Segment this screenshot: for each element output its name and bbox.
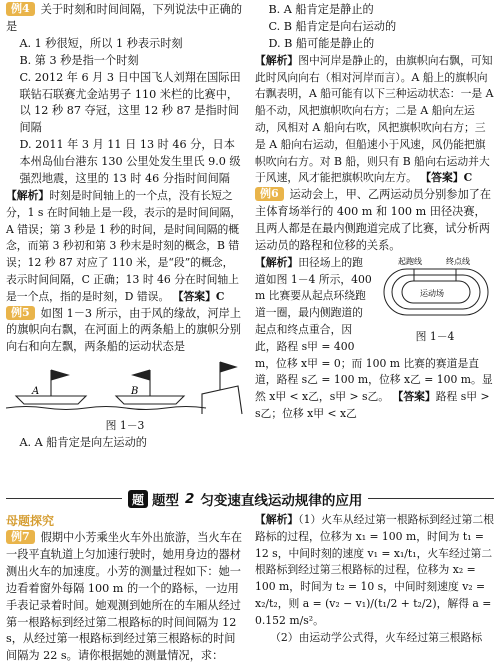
banner-title: 匀变速直线运动规律的应用 (200, 493, 363, 509)
right-column-bottom (255, 512, 494, 646)
q5-option-b: B. A 船肯定是静止的 (268, 3, 374, 16)
fig-start-label: 起跑线 (398, 256, 422, 266)
right-column-top (255, 2, 494, 423)
fig-field-label: 运动场 (420, 288, 444, 298)
figure-1-4 (376, 255, 494, 346)
left-column-bottom (6, 530, 244, 665)
q7-analysis: 【解析】（1）火车从经过第一根路标到经过第二根路标的过程，位移为 x₁ = 100 m，时间为 t₁ = 12 s，中间时刻的速度 v₁ = x₁/t₁，火车经过第二根路标到经过第三根路标的过程，位移为 x₂ = 100 m，时间为 t₂ = 10 s，中间时刻速度 v₂ = x₂/t₂，则 a = (v₂ − v₁)/(t₁/2 + t₂/2)，解得 a = 0.152 m/s²。 (255, 513, 494, 627)
q4-tag: 例4 (6, 2, 35, 16)
q6-tag: 例6 (255, 187, 284, 201)
banner-type-label: 题型 (152, 493, 179, 509)
q6-stem: 例6 运动会上，甲、乙两运动员分别参加了在主体育场举行的 400 m 和 100 m 田径决赛，且两人都是在最内侧跑道完成了比赛，试分析两运动员的路程和位移的关系。 (255, 187, 492, 252)
q5-option-a: A. A 船肯定是向左运动的 (19, 436, 147, 450)
figure-1-3-caption: 图 1－3 (105, 419, 145, 433)
q7-tag: 例7 (6, 530, 35, 544)
banner-title-box (122, 489, 368, 509)
q5-analysis: 【解析】图中河岸是静止的，由旗帜向右飘，可知此时风向向右（相对河岸而言）。A 船上的旗帜向右飘表明，A 船可能有以下三种运动状态：一是 A 船不动，风把旗帜吹向右方；二是 A 船向左运动，风相对 A 船向右吹，风把旗帜吹向右方；三是 A 船向右运动，但船速小于风速，风仍能把旗帜吹向右方。对 B 船，则只有 B 船向右运动并大于风速，风才能把旗帜吹向左方。 【答案】C (255, 53, 494, 185)
q7-stem: 例7 假期中小芳乘坐火车外出旅游，当火车在一段平直轨道上匀加速行驶时，她用身边的器材测出火车的加速度。小芳的测量过程如下：她一边看着窗外每隔 100 m 的一个的路标，一边用手表记录着时间。她观测到她所在的车厢从经过第一根路标到经过第二根路标的时间间隔为 12 s，从经过第一根路标到经过第三根路标的时间间隔为 22 s。请你根据她的测量情况，求： (6, 530, 243, 663)
q5-answer-label: 【答案】 (420, 171, 464, 185)
fig-label-b: B (131, 386, 139, 398)
banner-type-number: 2 (185, 491, 195, 507)
q5-option-c: C. B 船肯定是向右运动的 (268, 19, 397, 33)
q7-analysis-part2: （2）由运动学公式得，火车经过第三根路标 (270, 630, 483, 644)
q4-option-d: D. 2011 年 3 月 11 日 13 时 46 分，日本本州岛仙台港东 130 公里处发生里氏 9.0 级强烈地震，这里的 13 时 46 分指时间间隔 (19, 138, 241, 186)
q4-stem: 例4 关于时刻和时间间隔，下列说法中正确的是 (6, 2, 243, 33)
q5-stem: 例5 如图 1－3 所示，由于风的缘故，河岸上的旗帜向右飘，在河面上的两条船上的旗帜分别向右和向左飘，两条船的运动状态是 (6, 305, 242, 354)
q4-option-a: A. 1 秒很短，所以 1 秒表示时刻 (19, 36, 183, 50)
q4-option-b: B. 第 3 秒是指一个时刻 (19, 53, 139, 67)
q6-analysis: 【解析】田径场上的跑道如图 1－4 所示，400 m 比赛要从起点环绕跑道一圈，最内侧跑道的起点和终点重合，因此，路程 s甲 = 400 m，位移 x甲 = 0；而 100 m 比赛的赛道是直道，路程 s乙 = 100 m，位移 x乙 = 100 m。显然 x甲 < x乙，s甲 > s乙。 【答案】路程 s甲 > s乙；位移 x甲 < x乙 (255, 255, 493, 420)
q4-analysis: 【解析】时刻是时间轴上的一个点，没有长短之分，1 s 在时间轴上是一段，表示的是时间间隔，A 错误；第 3 秒是 1 秒的时间，是时间间隔的概念，而第 3 秒初和第 3 秒末是时刻的概念，B 错误；12 秒 87 对应了 110 米，是“段”的概念，表示时间间隔，C 正确；13 时 46 分在时间轴上是一个点，指的是时刻，D 错误。 【答案】C (6, 188, 242, 303)
fig-label-a: A (32, 386, 40, 398)
q6-analysis-block (255, 255, 494, 423)
q4-answer-label: 【答案】 (172, 289, 216, 303)
q6-answer-label: 【答案】 (392, 390, 436, 404)
fig-finish-label: 终点线 (446, 256, 470, 266)
q5-option-d: D. B 船可能是静止的 (268, 36, 375, 50)
q6-answer: 路程 s甲 > s乙；位移 x甲 < x乙 (255, 390, 490, 420)
q5-tag: 例5 (6, 306, 35, 320)
q5-answer: C (463, 171, 473, 185)
mother-question-heading: 母题探究 (6, 514, 55, 528)
section-banner (0, 488, 500, 510)
figure-1-4-track (376, 255, 494, 323)
q4-answer: C (215, 289, 225, 303)
banner-logo-icon: 题 (128, 490, 148, 508)
left-column-top (6, 2, 244, 452)
figure-1-4-caption: 图 1－4 (415, 329, 455, 343)
q4-option-c: C. 2012 年 6 月 3 日中国飞人刘翔在国际田联钻石联赛尤金站男子 110 米栏的比赛中，以 12 秒 87 夺冠，这里 12 秒 87 是指时间间隔 (19, 70, 241, 135)
figure-1-3-boats (6, 356, 244, 418)
